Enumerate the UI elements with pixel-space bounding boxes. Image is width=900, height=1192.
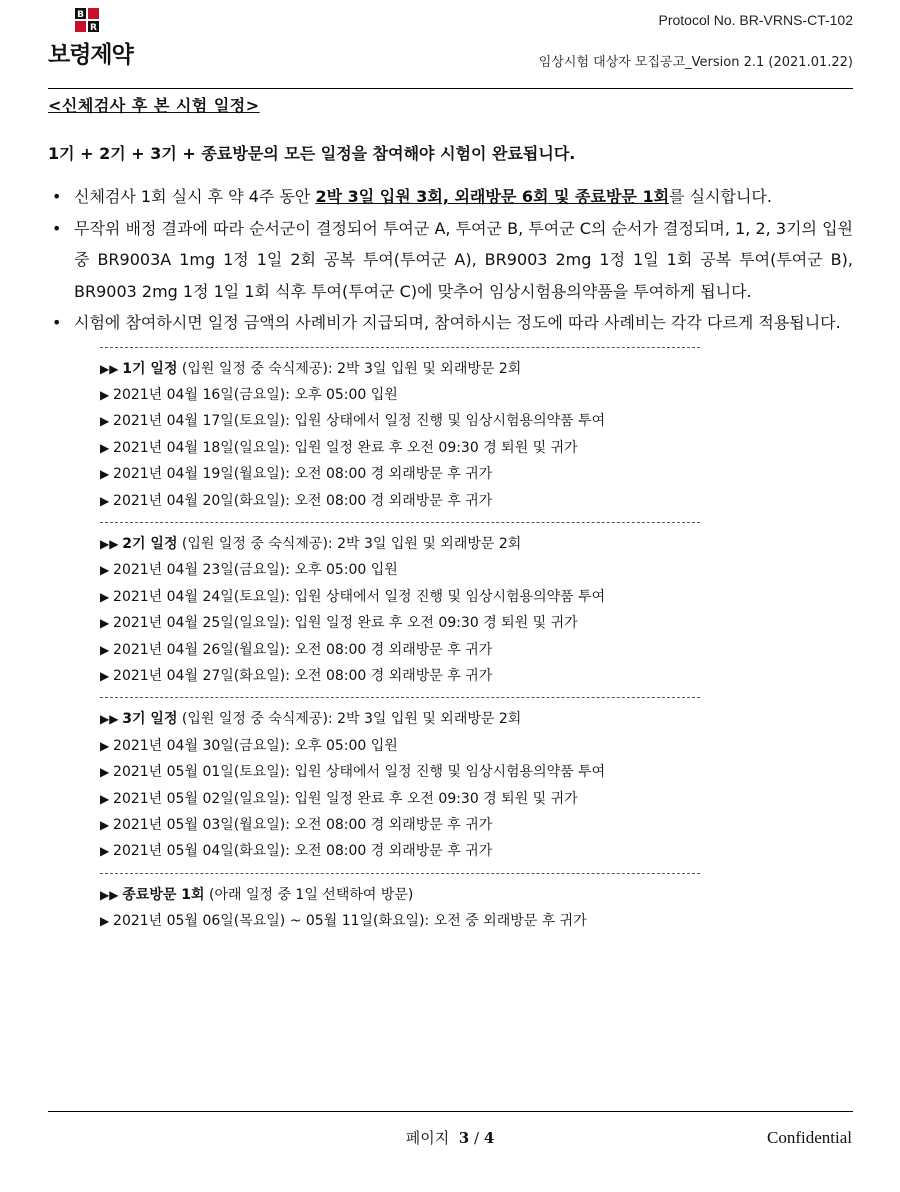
double-triangle-icon: ▶▶ <box>100 712 123 727</box>
triangle-icon: ▶ <box>100 589 114 604</box>
schedule-period-2 <box>100 531 700 689</box>
schedule-period-1 <box>100 356 700 514</box>
confidential-label: Confidential <box>767 1128 852 1147</box>
page-number: 페이지 3 / 4 <box>405 1129 495 1147</box>
triangle-icon: ▶ <box>100 616 114 631</box>
schedule-item: ▶ 2021년 05월 04일(화요일): 오전 08:00 경 외래방문 후 귀가 <box>100 843 493 860</box>
schedule-box <box>100 347 700 935</box>
triangle-icon: ▶ <box>100 818 114 832</box>
bullet-item: • 무작위 배정 결과에 따라 순서군이 결정되어 투여군 A, 투여군 B, 투여군 C의 순서가 결정되며, 1, 2, 3기의 입원 중 BR9003A 1mg 1정 1일 2회 공복 투여(투여군 A), BR9003 2mg 1정 1일 1회 공복 투여(투여군 B), BR9003 2mg 1정 1일 1회 식후 투여(투여군 C)에 맞추어 임상시험용의약품을 투여하게 됩니다. <box>48 213 853 308</box>
schedule-item: ▶ 2021년 04월 25일(일요일): 입원 일정 완료 후 오전 09:30 경 퇴원 및 귀가 <box>100 615 578 632</box>
schedule-item: ▶ 2021년 04월 20일(화요일): 오전 08:00 경 외래방문 후 귀가 <box>100 492 493 509</box>
period-heading: ▶▶ 3기 일정 (입원 일정 중 숙식제공): 2박 3일 입원 및 외래방문 2회 <box>100 711 522 728</box>
triangle-icon: ▶ <box>100 440 114 455</box>
schedule-item: ▶ 2021년 04월 30일(금요일): 오후 05:00 입원 <box>100 737 398 754</box>
footer-divider <box>48 1111 853 1112</box>
schedule-item: ▶ 2021년 04월 26일(월요일): 오전 08:00 경 외래방문 후 귀가 <box>100 641 493 658</box>
triangle-icon: ▶ <box>100 414 114 429</box>
completion-notice: 1기 + 2기 + 3기 + 종료방문의 모든 일정을 참여해야 시험이 완료됩니다. <box>48 144 576 163</box>
dashed-divider <box>100 873 700 874</box>
schedule-item: ▶ 2021년 04월 17일(토요일): 입원 상태에서 일정 진행 및 임상시험용의약품 투여 <box>100 413 606 430</box>
schedule-item: ▶ 2021년 05월 03일(월요일): 오전 08:00 경 외래방문 후 귀가 <box>100 817 493 833</box>
dashed-divider <box>100 522 700 523</box>
schedule-item: ▶ 2021년 04월 19일(월요일): 오전 08:00 경 외래방문 후 귀가 <box>100 466 493 483</box>
schedule-period-3 <box>100 706 700 864</box>
schedule-item: ▶ 2021년 04월 16일(금요일): 오후 05:00 입원 <box>100 386 398 403</box>
period-heading: ▶▶ 2기 일정 (입원 일정 중 숙식제공): 2박 3일 입원 및 외래방문 2회 <box>100 535 522 552</box>
triangle-icon: ▶ <box>100 738 114 753</box>
schedule-item: ▶ 2021년 05월 02일(일요일): 입원 일정 완료 후 오전 09:30 경 퇴원 및 귀가 <box>100 790 578 807</box>
triangle-icon: ▶ <box>100 467 114 482</box>
triangle-icon: ▶ <box>100 668 114 683</box>
section-title: <신체검사 후 본 시험 일정> <box>48 96 260 115</box>
triangle-icon: ▶ <box>100 563 114 578</box>
page-header <box>48 0 853 88</box>
dashed-divider <box>100 697 700 698</box>
double-triangle-icon: ▶▶ <box>100 361 123 376</box>
period-heading: ▶▶ 종료방문 1회 (아래 일정 중 1일 선택하여 방문) <box>100 886 414 903</box>
protocol-number: Protocol No. BR-VRNS-CT-102 <box>658 12 853 28</box>
double-triangle-icon: ▶▶ <box>100 887 123 902</box>
schedule-item: ▶ 2021년 05월 01일(토요일): 입원 상태에서 일정 진행 및 임상시험용의약품 투여 <box>100 764 606 781</box>
bullet-dot: • <box>52 218 62 238</box>
br-logo-icon <box>75 8 99 32</box>
schedule-item: ▶ 2021년 04월 24일(토요일): 입원 상태에서 일정 진행 및 임상시험용의약품 투여 <box>100 588 606 605</box>
svg-text:B: B <box>77 10 84 20</box>
info-bullets <box>48 181 853 339</box>
bullet-dot: • <box>52 313 62 332</box>
triangle-icon: ▶ <box>100 844 114 859</box>
document-version: 임상시험 대상자 모집공고_Version 2.1 (2021.01.22) <box>538 55 853 70</box>
triangle-icon: ▶ <box>100 791 114 806</box>
emphasis-text: 2박 3일 입원 3회, 외래방문 6회 및 종료방문 1회 <box>315 187 670 206</box>
double-triangle-icon: ▶▶ <box>100 536 123 551</box>
company-name: 보령제약 <box>48 42 133 68</box>
triangle-icon: ▶ <box>100 914 114 929</box>
schedule-item: ▶ 2021년 05월 06일(목요일) ~ 05월 11일(화요일): 오전 중 외래방문 후 귀가 <box>100 913 587 930</box>
page-content <box>48 92 853 935</box>
header-divider <box>48 88 853 89</box>
period-heading: ▶▶ 1기 일정 (입원 일정 중 숙식제공): 2박 3일 입원 및 외래방문 2회 <box>100 360 522 377</box>
schedule-final-visit <box>100 882 700 935</box>
triangle-icon: ▶ <box>100 493 114 508</box>
triangle-icon: ▶ <box>100 765 114 780</box>
schedule-item: ▶ 2021년 04월 18일(일요일): 입원 일정 완료 후 오전 09:30 경 퇴원 및 귀가 <box>100 439 578 456</box>
triangle-icon: ▶ <box>100 387 114 402</box>
svg-text:R: R <box>90 23 97 32</box>
dashed-divider <box>100 347 700 348</box>
triangle-icon: ▶ <box>100 642 114 657</box>
bullet-item: • 시험에 참여하시면 일정 금액의 사례비가 지급되며, 참여하시는 정도에 따라 사례비는 각각 다르게 적용됩니다. <box>48 307 853 339</box>
company-logo <box>48 8 138 68</box>
schedule-item: ▶ 2021년 04월 23일(금요일): 오후 05:00 입원 <box>100 562 398 579</box>
bullet-item: • 신체검사 1회 실시 후 약 4주 동안 2박 3일 입원 3회, 외래방문 6회 및 종료방문 1회를 실시합니다. <box>48 181 853 213</box>
bullet-dot: • <box>52 187 62 206</box>
schedule-item: ▶ 2021년 04월 27일(화요일): 오전 08:00 경 외래방문 후 귀가 <box>100 667 493 684</box>
